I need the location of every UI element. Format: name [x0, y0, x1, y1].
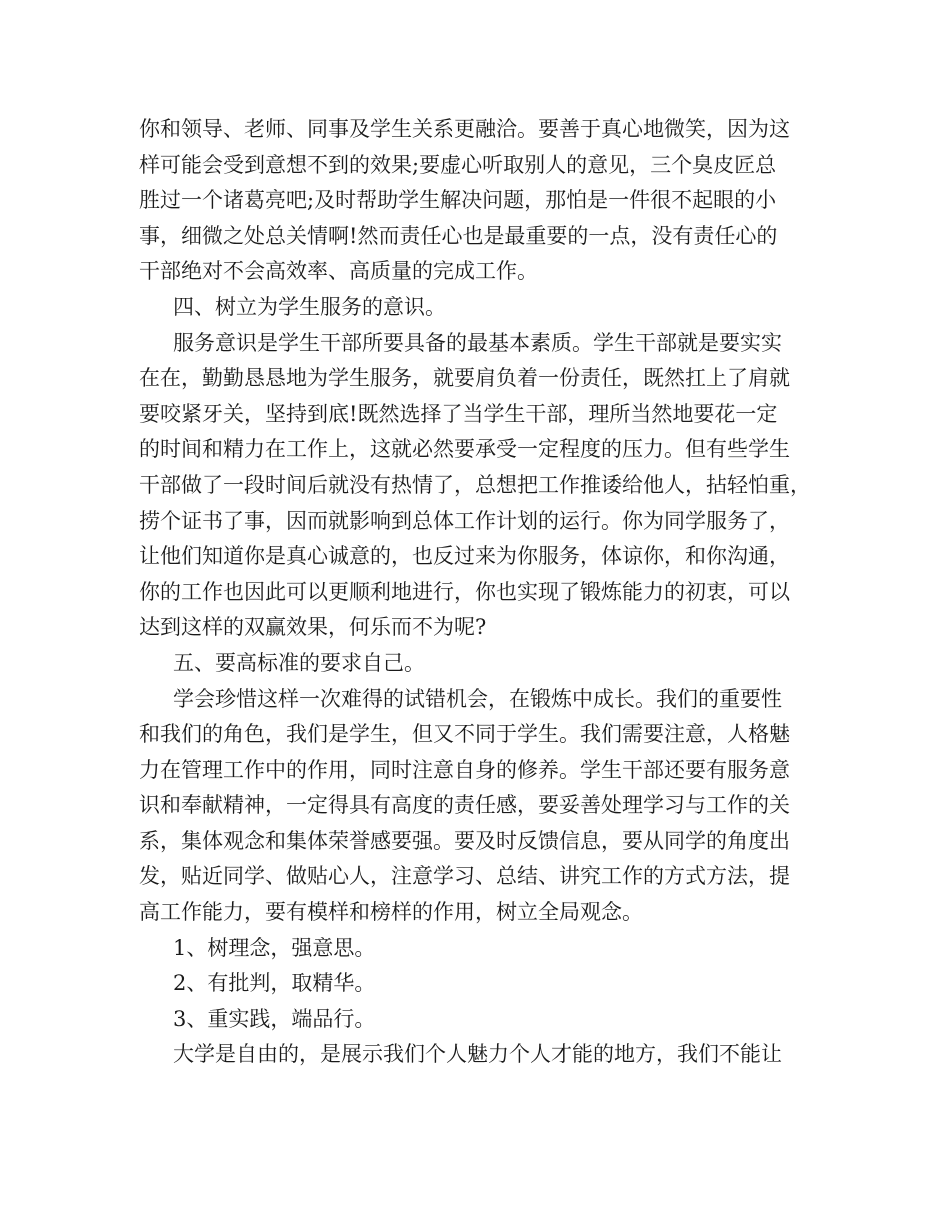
text-line: 达到这样的双赢效果，何乐而不为呢? — [139, 615, 487, 640]
section-heading: 五、要高标准的要求自己。 — [173, 650, 425, 675]
text-line: 服务意识是学生干部所要具备的最基本素质。学生干部就是要实实 — [173, 330, 782, 355]
text-line: 在在，勤勤恳恳地为学生服务，就要肩负着一份责任，既然扛上了肩就 — [139, 366, 790, 391]
list-item: 3、重实践，端品行。 — [173, 1006, 376, 1031]
text-line: 大学是自由的，是展示我们个人魅力个人才能的地方，我们不能让 — [173, 1042, 782, 1067]
text-line: 高工作能力，要有模样和榜样的作用，树立全局观念。 — [139, 900, 643, 925]
text-line: 你的工作也因此可以更顺利地进行，你也实现了锻炼能力的初衷，可以 — [139, 579, 790, 604]
text-line: 事，细微之处总关情啊!然而责任心也是最重要的一点，没有责任心的 — [139, 223, 778, 248]
text-line: 干部做了一段时间后就没有热情了，总想把工作推诿给他人，拈轻怕重， — [139, 472, 811, 497]
text-line: 系，集体观念和集体荣誉感要强。要及时反馈信息，要从同学的角度出 — [139, 828, 790, 853]
text-line: 捞个证书了事，因而就影响到总体工作计划的运行。你为同学服务了， — [139, 508, 790, 533]
text-line: 要咬紧牙关，坚持到底!既然选择了当学生干部，理所当然地要花一定 — [139, 401, 778, 426]
text-line: 发，贴近同学、做贴心人，注意学习、总结、讲究工作的方式方法，提 — [139, 864, 790, 889]
text-line: 胜过一个诸葛亮吧;及时帮助学生解决问题，那怕是一件很不起眼的小 — [139, 188, 777, 213]
document-body — [139, 112, 819, 1073]
text-line: 识和奉献精神，一定得具有高度的责任感，要妥善处理学习与工作的关 — [139, 793, 790, 818]
section-heading: 四、树立为学生服务的意识。 — [173, 294, 446, 319]
text-line: 学会珍惜这样一次难得的试错机会，在锻炼中成长。我们的重要性 — [173, 686, 782, 711]
text-line: 干部绝对不会高效率、高质量的完成工作。 — [139, 259, 538, 284]
text-line: 和我们的角色，我们是学生，但又不同于学生。我们需要注意，人格魅 — [139, 722, 790, 747]
text-line: 你和领导、老师、同事及学生关系更融洽。要善于真心地微笑，因为这 — [139, 117, 790, 141]
text-line: 的时间和精力在工作上，这就必然要承受一定程度的压力。但有些学生 — [139, 437, 790, 462]
list-item: 1、树理念，强意思。 — [173, 935, 376, 960]
text-line: 让他们知道你是真心诚意的，也反过来为你服务，体谅你，和你沟通， — [139, 544, 790, 569]
text-line: 力在管理工作中的作用，同时注意自身的修养。学生干部还要有服务意 — [139, 757, 790, 782]
list-item: 2、有批判，取精华。 — [173, 971, 376, 996]
text-line: 样可能会受到意想不到的效果;要虚心听取别人的意见，三个臭皮匠总 — [139, 152, 777, 177]
